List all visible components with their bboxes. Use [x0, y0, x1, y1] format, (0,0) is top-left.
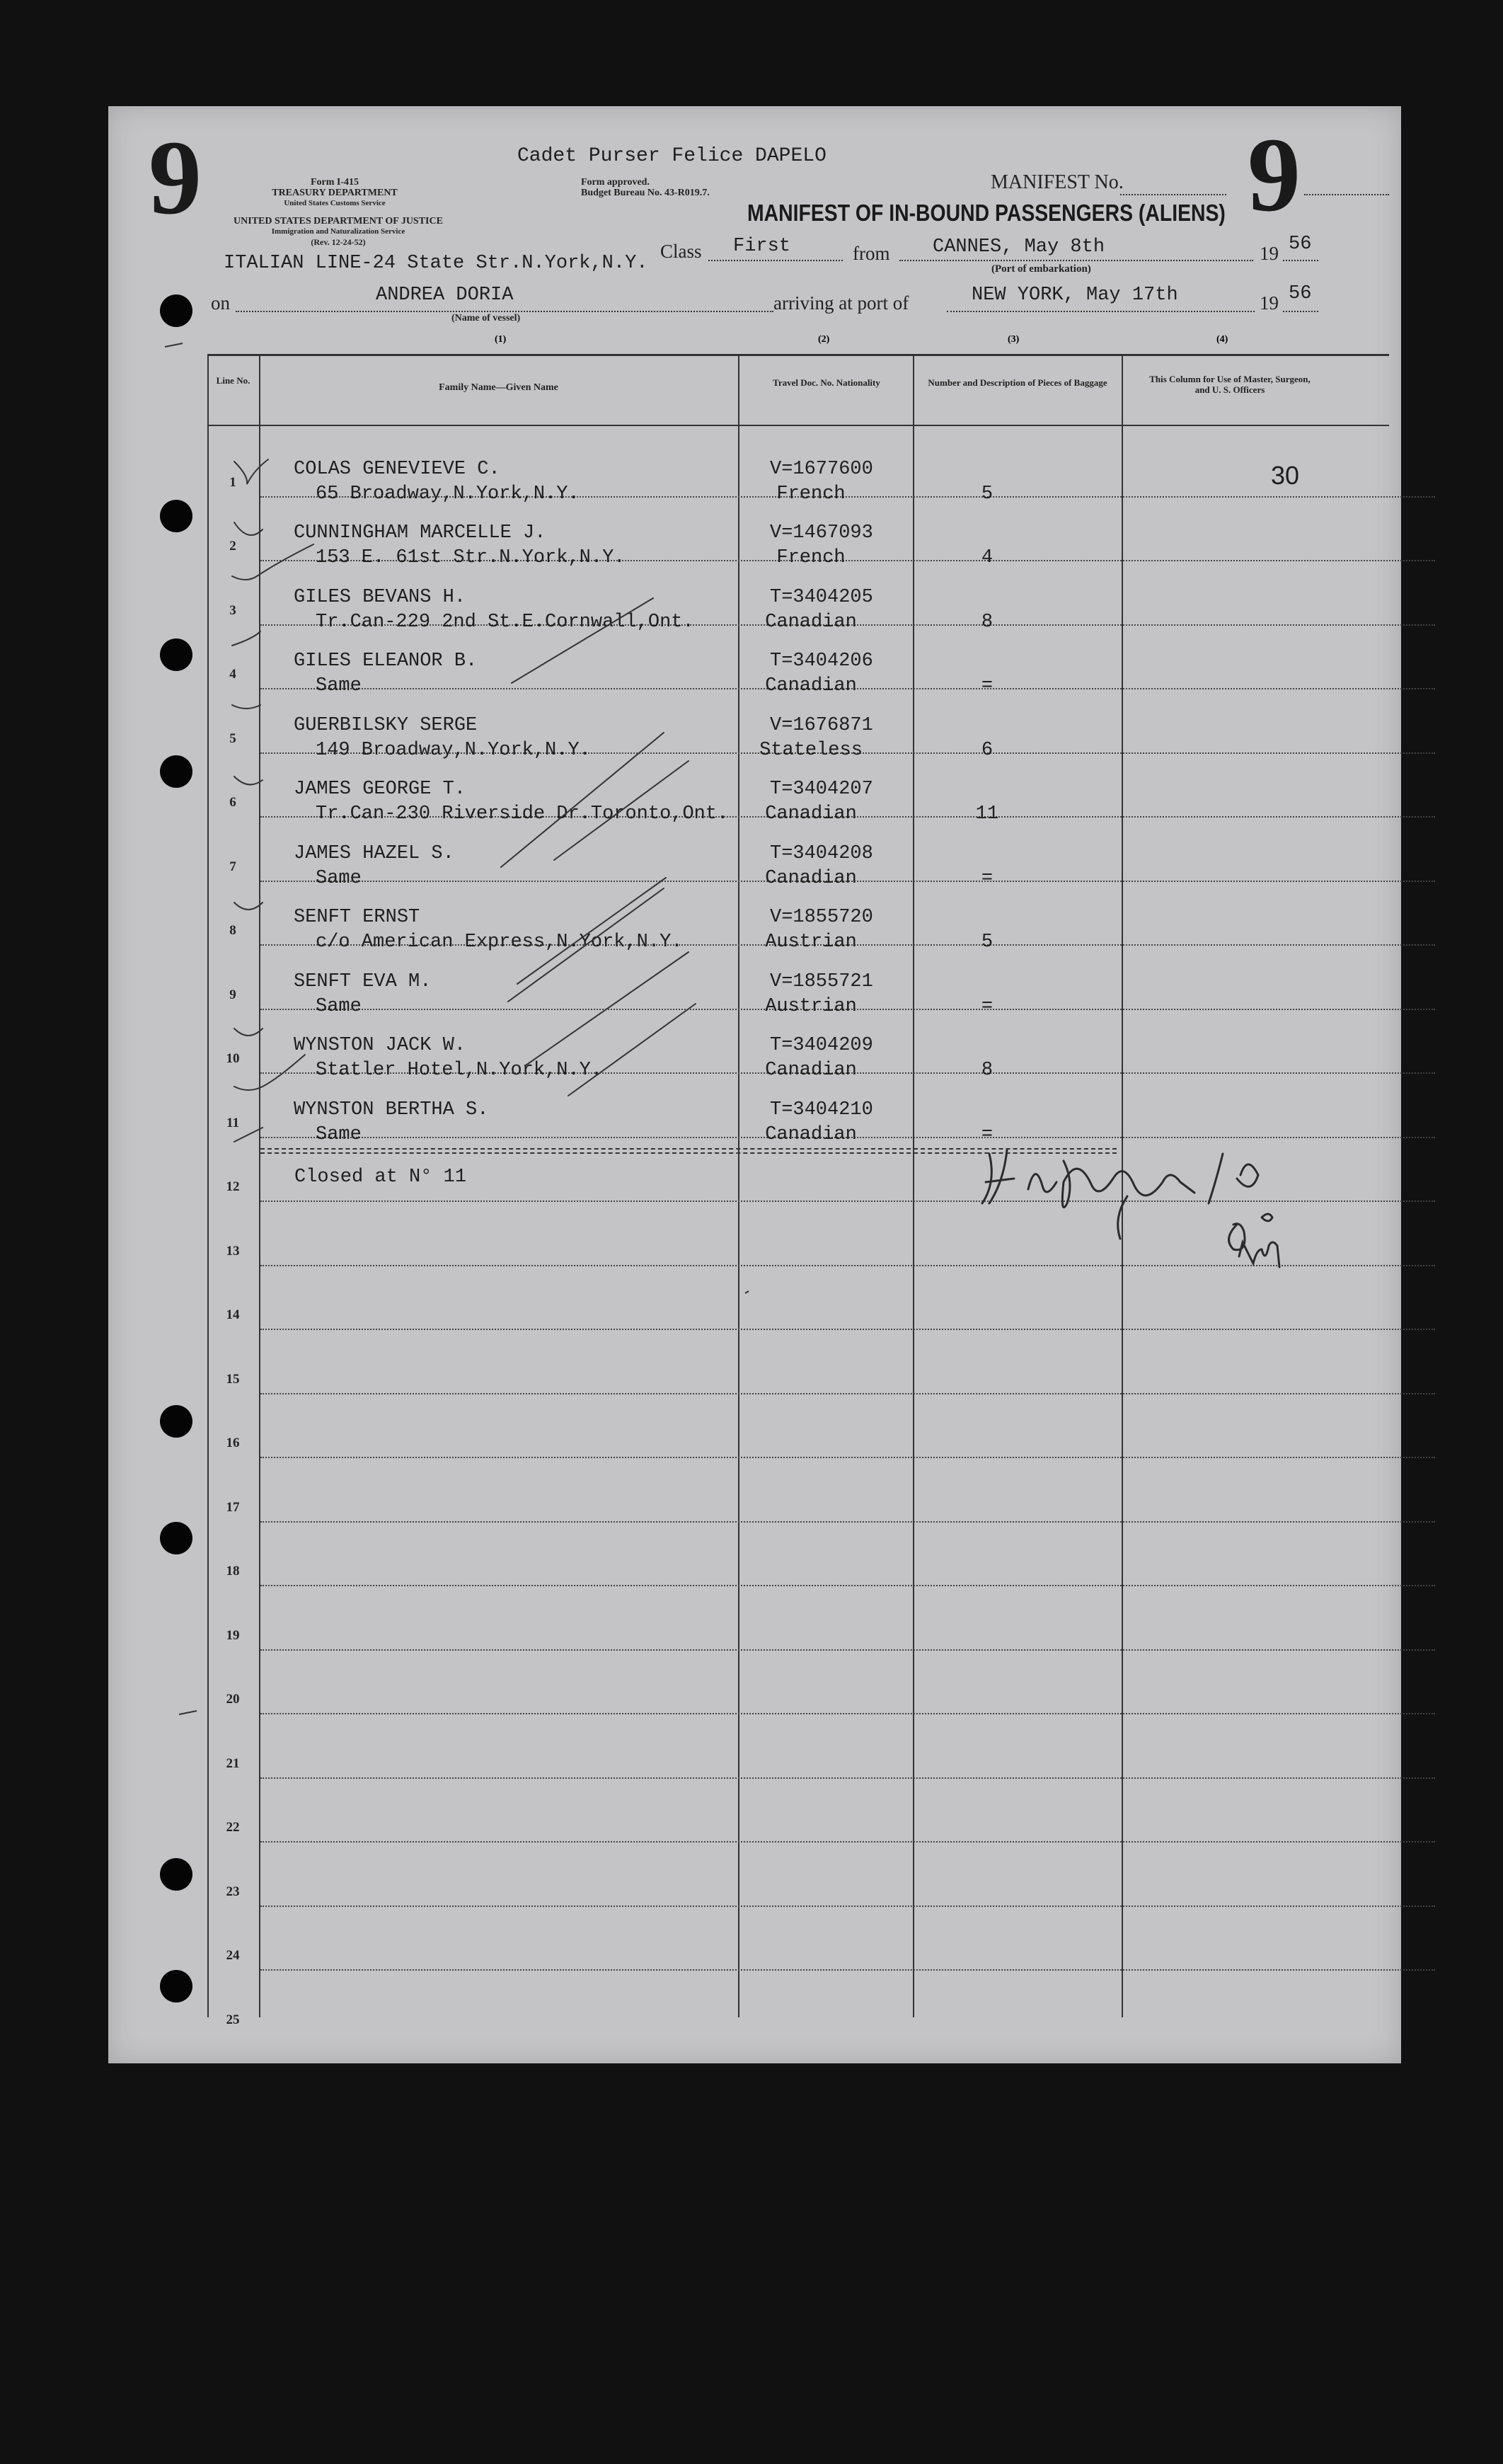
line-number: 19	[226, 1627, 240, 1643]
binder-hole	[160, 638, 192, 671]
entry-doc: T=3404207	[770, 779, 873, 800]
entry-nationality: Canadian	[765, 867, 857, 889]
entry-address: c/o American Express,N.York,N.Y.	[316, 932, 683, 953]
entry-doc: V=1467093	[770, 522, 873, 544]
line-number: 18	[226, 1564, 240, 1578]
entry-nationality: Canadian	[765, 1123, 857, 1145]
entry-nationality: Canadian	[765, 1060, 857, 1081]
entry-address: Tr.Can-230 Riverside Dr.Toronto,Ont.	[316, 803, 729, 825]
header-name: Family Name—Given Name	[439, 382, 558, 393]
entry-address: 65 Broadway,N.York,N.Y.	[316, 483, 580, 505]
entry-doc: T=3404208	[770, 842, 873, 864]
header-line-no: Line No.	[216, 375, 250, 386]
entry-nationality: Stateless	[759, 739, 863, 761]
form-revision: (Rev. 12-24-52)	[311, 237, 366, 247]
entry-doc: V=1677600	[770, 458, 873, 480]
entry-address: Tr.Can-229 2nd St.E.Cornwall,Ont.	[316, 611, 694, 633]
entry-baggage: 8	[981, 611, 994, 633]
cadet-purser-stamp: Cadet Purser Felice DAPELO	[517, 145, 827, 167]
entry-name: SENFT EVA M.	[294, 970, 432, 992]
line-number: 2	[229, 539, 236, 554]
entry-doc: V=1855721	[770, 970, 873, 992]
corner-number-right: 9	[1248, 116, 1301, 234]
col-num-2: (2)	[818, 334, 830, 345]
entry-baggage: 8	[981, 1060, 994, 1081]
line-number: 25	[226, 2012, 240, 2027]
entry-baggage: 5	[981, 932, 994, 953]
year-prefix-1: 19	[1260, 243, 1279, 264]
entry-nationality: Canadian	[765, 803, 857, 825]
entry-doc: T=3404206	[770, 651, 873, 672]
manifest-sheet	[108, 106, 1401, 2063]
entry-name: CUNNINGHAM MARCELLE J.	[294, 522, 546, 544]
line-number: 21	[226, 1755, 240, 1771]
entry-doc: T=3404205	[770, 586, 873, 608]
binder-hole	[160, 500, 192, 532]
header-baggage: Number and Description of Pieces of Baggage	[928, 377, 1107, 388]
line-number: 4	[229, 667, 236, 682]
entry-address: 149 Broadway,N.York,N.Y.	[316, 739, 591, 761]
entry-address: Same	[316, 675, 362, 697]
justice-department: UNITED STATES DEPARTMENT OF JUSTICE	[234, 216, 443, 227]
vessel-value: ANDREA DORIA	[376, 285, 514, 306]
year-2: 56	[1289, 283, 1312, 304]
line-number: 14	[226, 1307, 240, 1322]
line-number: 16	[226, 1436, 240, 1450]
col-num-1: (1)	[495, 334, 507, 345]
entry-nationality: French	[776, 547, 846, 568]
line-number: 9	[229, 987, 236, 1002]
entry-address: Statler Hotel,N.York,N.Y.	[316, 1060, 603, 1081]
entry-name: COLAS GENEVIEVE C.	[294, 458, 500, 480]
entry-nationality: Austrian	[765, 995, 857, 1017]
from-label: from	[853, 243, 890, 264]
header-officers: This Column for Use of Master, Surgeon, and U. S. Officers	[1149, 374, 1311, 395]
entry-doc: V=1855720	[770, 907, 873, 928]
entry-baggage: =	[981, 995, 994, 1017]
line-number: 10	[226, 1051, 240, 1066]
signature-scribble	[982, 1150, 1279, 1267]
form-number: Form I-415	[310, 177, 359, 188]
manifest-title: MANIFEST OF IN-BOUND PASSENGERS (ALIENS)	[747, 200, 1226, 226]
budget-bureau: Budget Bureau No. 43-R019.7.	[581, 188, 710, 198]
entry-address: Same	[316, 867, 362, 889]
treasury-department: TREASURY DEPARTMENT	[272, 188, 398, 198]
line-number: 22	[226, 1820, 240, 1835]
entry-doc: T=3404209	[770, 1035, 873, 1056]
line-number: 1	[229, 474, 236, 490]
line-number: 13	[226, 1243, 240, 1259]
header-travel-doc: Travel Doc. No. Nationality	[773, 377, 880, 388]
corner-number-left: 9	[149, 119, 202, 236]
arriving-label: arriving at port of	[773, 292, 909, 314]
col-num-3: (3)	[1008, 334, 1020, 345]
year-prefix-2: 19	[1260, 292, 1279, 314]
entry-name: WYNSTON JACK W.	[294, 1035, 466, 1056]
entry-name: JAMES HAZEL S.	[294, 842, 454, 864]
entry-name: GUERBILSKY SERGE	[294, 714, 478, 736]
entry-nationality: Canadian	[765, 611, 857, 633]
line-number: 17	[226, 1499, 240, 1515]
entry-nationality: Canadian	[765, 675, 857, 697]
customs-service: United States Customs Service	[284, 199, 386, 207]
form-approved: Form approved.	[581, 177, 650, 188]
line-number: 6	[229, 795, 236, 810]
handwritten-marks	[108, 106, 1401, 2063]
entry-name: GILES BEVANS H.	[294, 586, 466, 608]
class-label: Class	[660, 241, 702, 262]
manifest-no-label: MANIFEST No.	[991, 171, 1124, 193]
check-marks	[232, 459, 696, 1142]
closed-note: Closed at N° 11	[294, 1167, 467, 1188]
binder-hole	[160, 1970, 192, 2002]
line-number: 12	[226, 1179, 240, 1194]
port-embarkation-label: (Port of embarkation)	[991, 263, 1091, 275]
entry-doc: V=1676871	[770, 714, 873, 736]
entry-nationality: Austrian	[765, 932, 857, 953]
line-number: 7	[229, 859, 236, 874]
line-number: 8	[229, 923, 236, 938]
binder-hole	[160, 294, 192, 327]
entry-name: JAMES GEORGE T.	[294, 779, 466, 800]
col-num-4: (4)	[1216, 334, 1228, 345]
binder-hole	[160, 1522, 192, 1554]
on-label: on	[211, 292, 230, 314]
arriving-value: NEW YORK, May 17th	[972, 285, 1178, 306]
line-number: 3	[229, 602, 236, 618]
line-company: ITALIAN LINE-24 State Str.N.York,N.Y.	[224, 253, 648, 274]
line-number: 24	[226, 1948, 240, 1963]
from-value: CANNES, May 8th	[933, 236, 1105, 258]
entry-baggage: =	[981, 867, 994, 889]
entry-baggage: 5	[981, 483, 994, 505]
entry-officers: 30	[1271, 460, 1300, 490]
entry-baggage: 11	[975, 803, 999, 825]
line-number: 11	[226, 1115, 239, 1130]
entry-address: Same	[316, 995, 362, 1017]
vessel-label: (Name of vessel)	[451, 313, 521, 323]
entry-name: GILES ELEANOR B.	[294, 651, 478, 672]
class-value: First	[733, 236, 791, 257]
line-number: 15	[226, 1371, 240, 1387]
entry-baggage: 4	[981, 547, 994, 568]
year-1: 56	[1289, 234, 1312, 255]
entry-nationality: French	[776, 483, 846, 505]
binder-hole	[160, 1858, 192, 1891]
immigration-service: Immigration and Naturalization Service	[271, 227, 405, 236]
binder-hole	[160, 1405, 192, 1438]
line-number: 20	[226, 1692, 240, 1707]
line-number: 23	[226, 1884, 240, 1899]
entry-address: 153 E. 61st Str.N.York,N.Y.	[316, 547, 626, 568]
entry-baggage: 6	[981, 739, 994, 761]
entry-name: SENFT ERNST	[294, 907, 420, 928]
entry-doc: T=3404210	[770, 1099, 873, 1121]
entry-address: Same	[316, 1123, 362, 1145]
entry-baggage: =	[981, 675, 994, 697]
entry-name: WYNSTON BERTHA S.	[294, 1099, 489, 1121]
entry-baggage: =	[981, 1123, 994, 1145]
binder-hole	[160, 755, 192, 788]
line-number: 5	[229, 730, 236, 746]
